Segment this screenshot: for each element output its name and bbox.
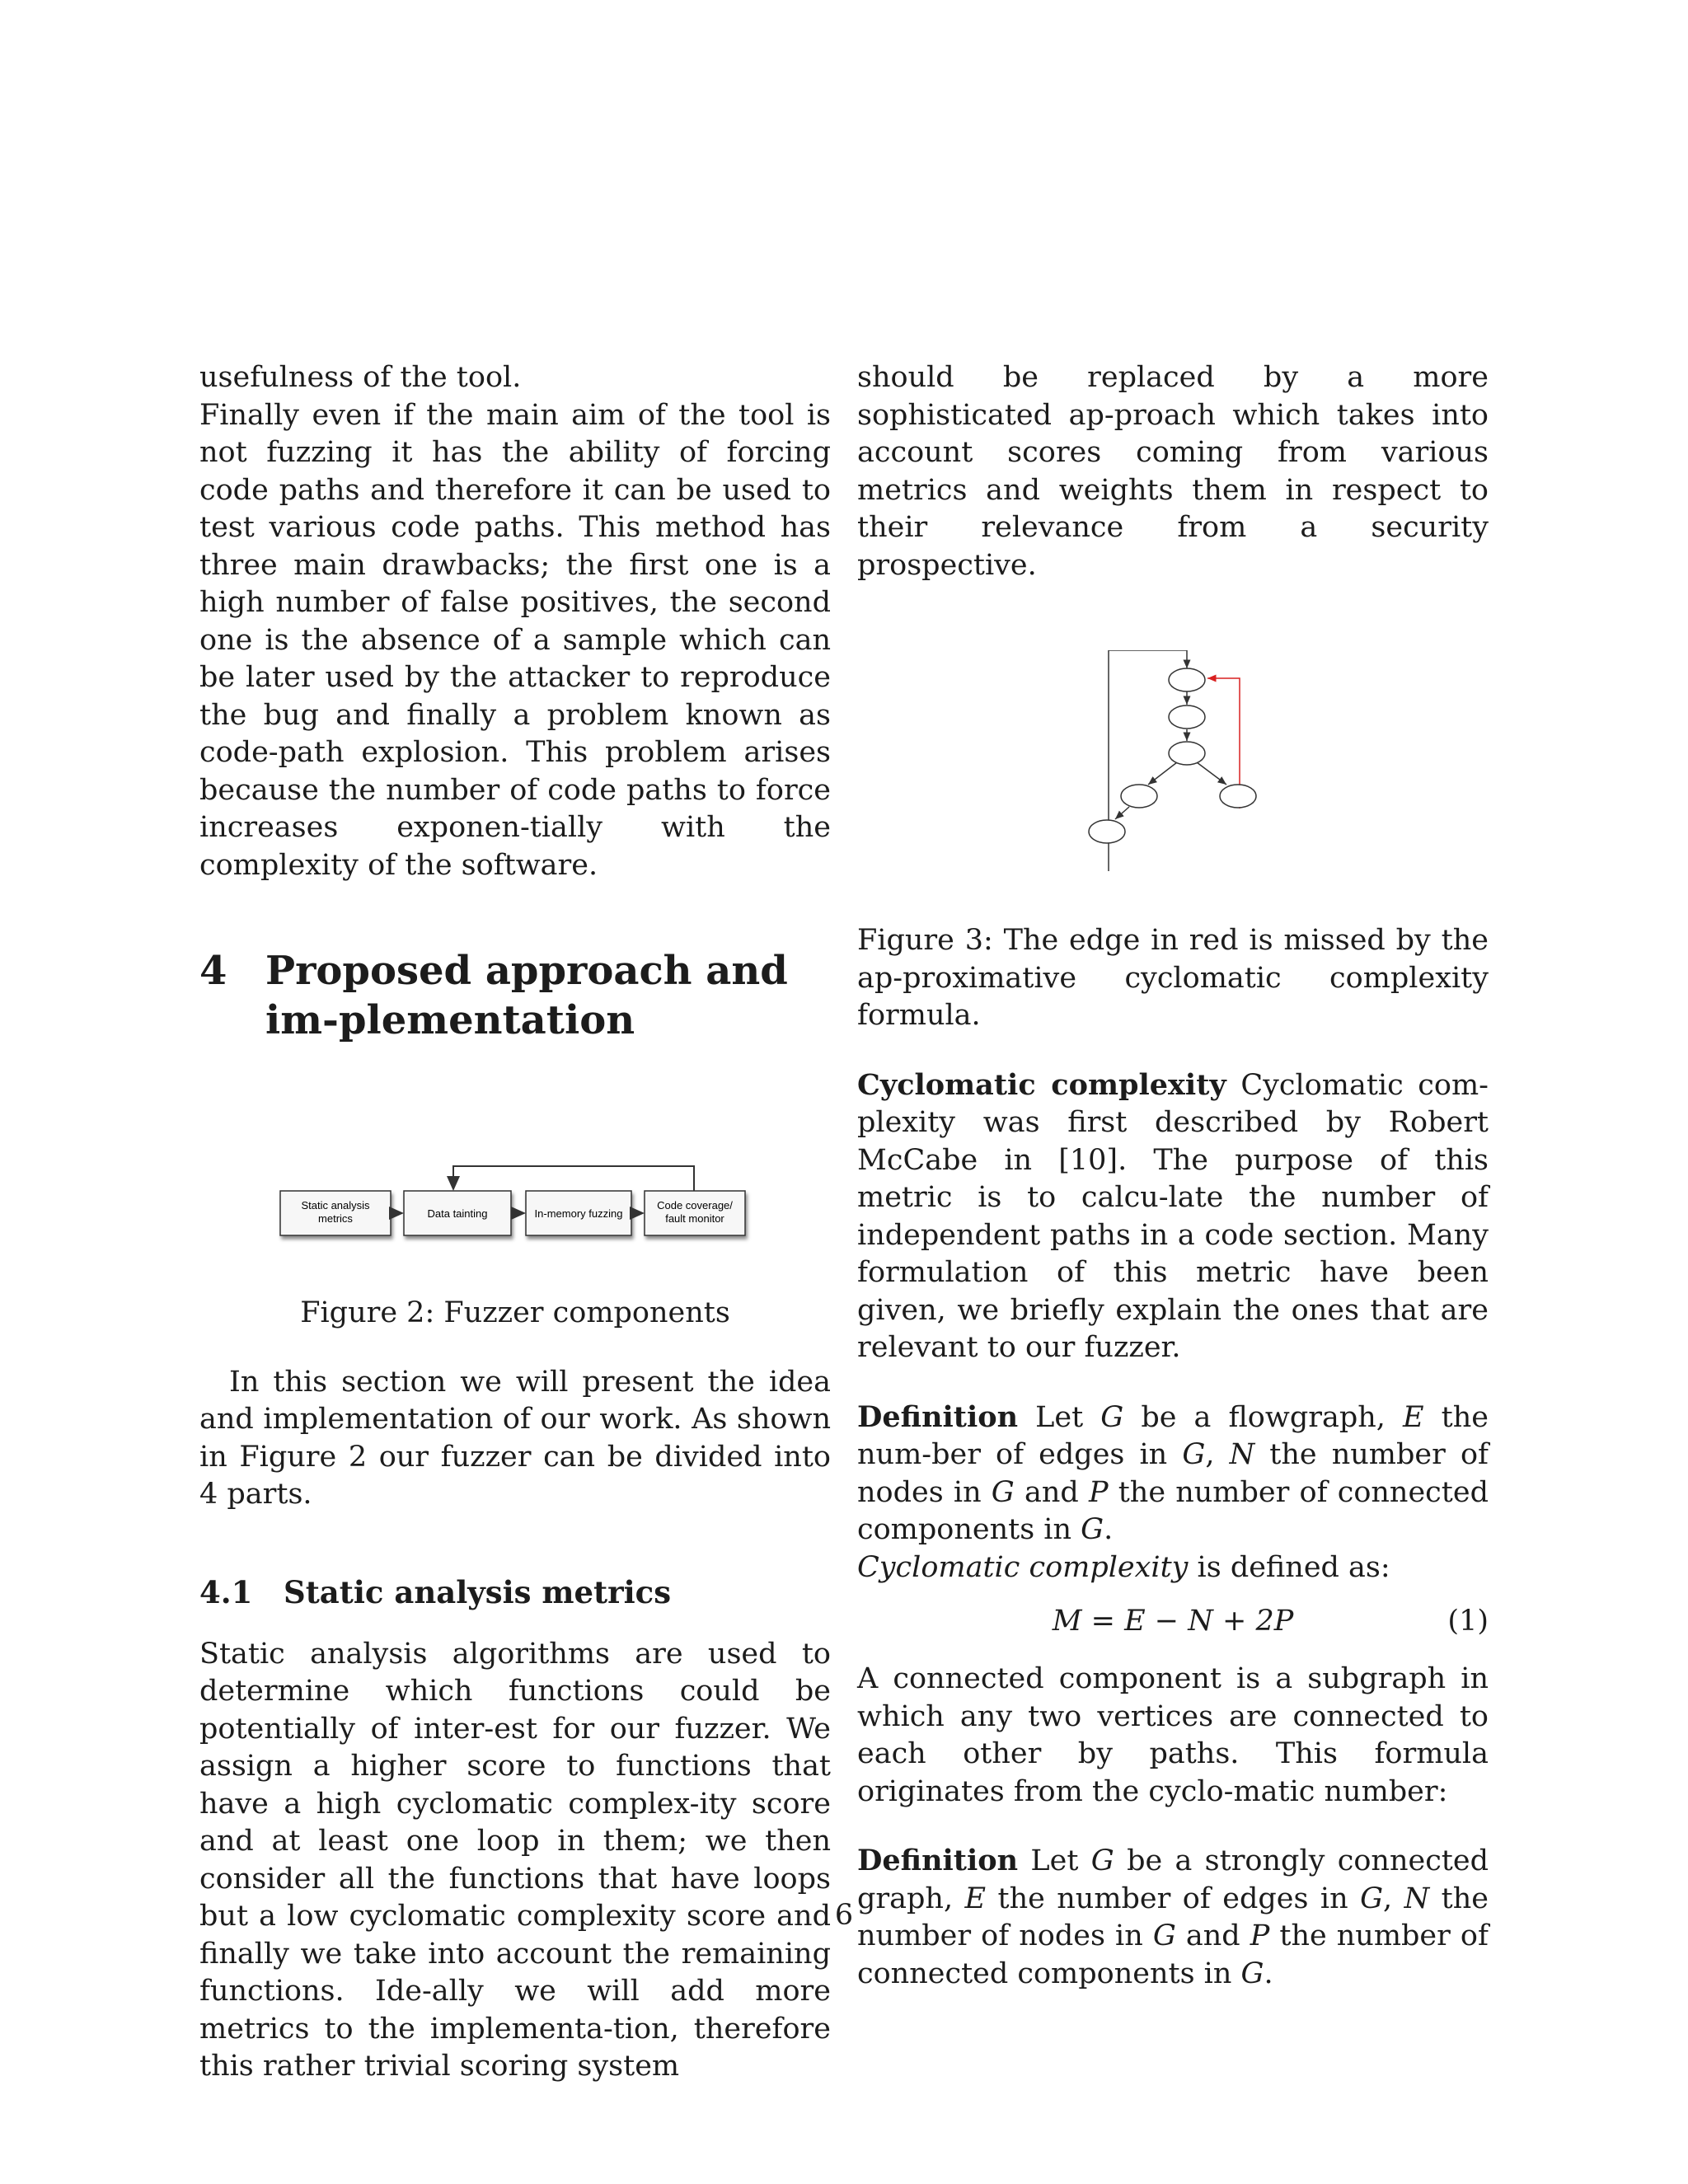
definition-1 [857, 1399, 1489, 1549]
box-code-coverage-label-1: Code coverage/ [657, 1199, 733, 1212]
def1-text: the num-ber of edges in [857, 1400, 1489, 1471]
def2-var-g: G [1240, 1957, 1264, 1990]
def2-var-n: N [1404, 1882, 1430, 1915]
def2-var-p: P [1250, 1919, 1270, 1952]
def1-var-p: P [1088, 1475, 1109, 1509]
def1-text: , [1205, 1438, 1215, 1471]
definition-1-conclusion [857, 1549, 1489, 1587]
paragraph-component: A connected component is a subgraph in which any two vertices are connected to each other by paths. This formula originates from the cyclo-matic number: [857, 1662, 1489, 1808]
def2-text: Let [1030, 1844, 1079, 1877]
def1-text: Let [1035, 1400, 1084, 1434]
box-in-memory-fuzzing-label: In-memory fuzzing [534, 1207, 623, 1220]
edge-n4-n6 [1115, 807, 1129, 819]
def2-text: be a strongly connected graph, [857, 1844, 1489, 1915]
def1-var-g: G [991, 1475, 1015, 1509]
edge-n3-n4 [1148, 762, 1177, 785]
conclusion-text: is defined as: [1188, 1550, 1390, 1584]
def2-text: , [1383, 1882, 1393, 1915]
def2-text: the number of nodes in [857, 1882, 1489, 1952]
node-4 [1121, 785, 1157, 808]
def1-var-g: G [1182, 1438, 1206, 1471]
node-2 [1169, 705, 1205, 729]
paragraph-intro: In this section we will present the idea and implementation of our work. As shown in Figure 2 our fuzzer can be divided into 4 parts. [199, 1365, 831, 1511]
node-1 [1169, 668, 1205, 691]
subsection-title: Static analysis metrics [284, 1573, 672, 1610]
node-5 [1220, 785, 1256, 808]
def2-text: . [1264, 1957, 1273, 1990]
section-heading [199, 946, 831, 1045]
def1-var-g: G [1100, 1400, 1124, 1434]
feedback-arrow [453, 1166, 694, 1191]
section-title: Proposed approach and im-plementation [265, 948, 788, 1043]
subsection-number: 4.1 [199, 1573, 253, 1610]
def2-var-g: G [1090, 1844, 1114, 1877]
def2-var-g: G [1360, 1882, 1384, 1915]
page-number: 6 [834, 1899, 854, 1932]
box-static-analysis-label-2: metrics [318, 1212, 353, 1225]
left-column [199, 359, 831, 2086]
def1-var-e: E [1402, 1400, 1424, 1434]
def1-text: . [1104, 1513, 1114, 1546]
def1-var-g: G [1081, 1513, 1104, 1546]
def2-text: and [1185, 1919, 1240, 1952]
figure-3 [857, 650, 1489, 922]
right-column [857, 359, 1489, 1993]
box-data-tainting-label: Data tainting [427, 1207, 488, 1220]
equation-formula: M = E − N + 2P [1052, 1605, 1294, 1638]
def2-var-g: G [1152, 1919, 1176, 1952]
def2-text: the number of edges in [997, 1882, 1348, 1915]
paragraph-static-analysis: Static analysis algorithms are used to determine which functions could be potentially of inter-est for our fuzzer. We assign a higher score to functions that have a high cyclomatic complex-ity score and at least one loop in them; we then consider all the functions that have loops but a low cyclomatic complexity score and finally we take into account the remaining functions. Ide-ally we will add more metrics to the implementa-tion, therefore this rather trivial scoring system [199, 1637, 831, 2083]
node-3 [1169, 742, 1205, 765]
box-static-analysis-label-1: Static analysis [301, 1199, 370, 1212]
fuzzer-components-diagram [199, 1115, 831, 1262]
def1-text: the number of nodes in [857, 1438, 1489, 1509]
figure-2-caption: Figure 2: Fuzzer components [300, 1296, 730, 1329]
def1-text: the number of connected components in [857, 1475, 1489, 1546]
definition-2-heading: Definition [857, 1844, 1019, 1877]
paragraph-continue: should be replaced by a more sophisticated ap-proach which takes into account scores coming from various metrics and weights them in respect to their relevance from a security prospective. [857, 361, 1489, 582]
subsection-heading [199, 1573, 831, 1611]
section-number: 4 [199, 948, 227, 994]
paragraph-finally: Finally even if the main aim of the tool is not fuzzing it has the ability of forcing code paths and therefore it can be used to test various code paths. This method has three main drawbacks; the first one is a high number of false positives, the second one is the absence of a sample which can be later used by the attacker to reproduce the bug and finally a problem known as code-path explosion. This problem arises because the number of code paths to force increases exponen-tially with the complexity of the software. [199, 398, 831, 882]
box-code-coverage-label-2: fault monitor [665, 1212, 724, 1225]
cyclomatic-heading: Cyclomatic complexity [857, 1067, 1226, 1102]
equation-number: (1) [1447, 1605, 1489, 1638]
figure-2 [199, 1115, 831, 1262]
def1-text: be a flowgraph, [1141, 1400, 1386, 1434]
def1-text: and [1024, 1475, 1079, 1509]
flowgraph-diagram [857, 650, 1489, 922]
def1-var-n: N [1229, 1438, 1255, 1471]
cyclomatic-term: Cyclomatic complexity [857, 1550, 1189, 1584]
figure-3-caption: Figure 3: The edge in red is missed by the ap-proximative cyclomatic complexity formula. [857, 924, 1489, 1032]
paragraph-cyclomatic [857, 1066, 1489, 1367]
edge-n3-n5 [1197, 762, 1226, 785]
def2-var-e: E [964, 1882, 987, 1915]
paragraph-usefulness: usefulness of the tool. [199, 361, 522, 394]
def2-text: the number of connected components in [857, 1919, 1489, 1990]
cyclomatic-text: Cyclomatic com-plexity was first described by Robert McCabe in [10]. The purpose of this metric is to calcu-late the number of independent paths in a code section. Many formulation of this metric have been given, we briefly explain the ones that are relevant to our fuzzer. [857, 1068, 1489, 1364]
equation-1 [857, 1603, 1489, 1640]
node-6 [1089, 820, 1125, 843]
definition-1-heading: Definition [857, 1399, 1019, 1434]
